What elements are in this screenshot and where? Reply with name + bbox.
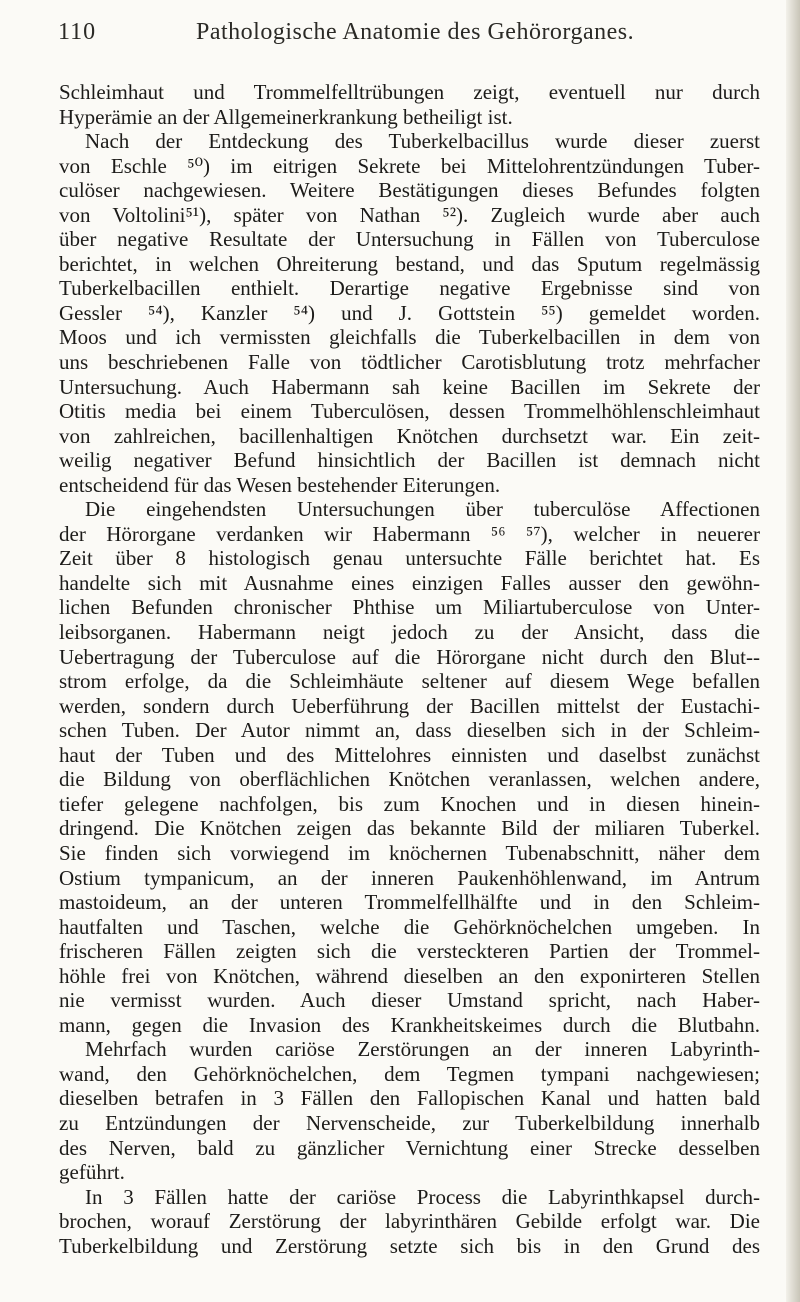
text-line: zu Entzündungen der Nervenscheide, zur Tuberkelbildung innerhalb <box>59 1110 760 1135</box>
text-line: Nach der Entdeckung des Tuberkelbacillus wurde dieser zuerst <box>85 129 760 154</box>
text-line: leibsorganen. Habermann neigt jedoch zu der Ansicht, dass die <box>59 620 760 645</box>
text-line: werden, sondern durch Ueberführung der Bacillen mittelst der Eustachi- <box>59 693 760 718</box>
page-header <box>58 14 758 50</box>
text-line: von Voltolini⁵¹), später von Nathan ⁵²). Zugleich wurde aber auch <box>59 202 760 227</box>
text-line: nie vermisst wurden. Auch dieser Umstand spricht, nach Haber- <box>59 988 760 1013</box>
text-line: Gessler ⁵⁴), Kanzler ⁵⁴) und J. Gottstein ⁵⁵) gemeldet worden. <box>59 300 760 325</box>
text-line: In 3 Fällen hatte der cariöse Process die Labyrinthkapsel durch- <box>85 1184 760 1209</box>
body-text <box>59 80 760 1258</box>
text-line: schen Tuben. Der Autor nimmt an, dass dieselben sich in der Schleim- <box>59 718 760 743</box>
text-line: die Bildung von oberflächlichen Knötchen veranlassen, welchen andere, <box>59 767 760 792</box>
text-line: mann, gegen die Invasion des Krankheitskeimes durch die Blutbahn. <box>59 1012 760 1037</box>
text-line: culöser nachgewiesen. Weitere Bestätigungen dieses Befundes folgten <box>59 178 760 203</box>
text-line: der Hörorgane verdanken wir Habermann ⁵⁶ ⁵⁷), welcher in neuerer <box>59 521 760 546</box>
text-line: Mehrfach wurden cariöse Zerstörungen an der inneren Labyrinth- <box>85 1037 760 1062</box>
text-line: Moos und ich vermissten gleichfalls die Tuberkelbacillen in dem von <box>59 325 760 350</box>
text-line: weilig negativer Befund hinsichtlich der Bacillen ist demnach nicht <box>59 448 760 473</box>
text-line: berichtet, in welchen Ohreiterung bestand, und das Sputum regelmässig <box>59 251 760 276</box>
text-line: handelte sich mit Ausnahme eines einzigen Falles ausser den gewöhn- <box>59 570 760 595</box>
text-line: Hyperämie an der Allgemeinerkrankung betheiligt ist. <box>59 104 513 129</box>
text-line: mastoideum, an der unteren Trommelfellhälfte und in den Schleim- <box>59 890 760 915</box>
text-line: entscheidend für das Wesen bestehender Eiterungen. <box>59 472 501 497</box>
text-line: geführt. <box>59 1160 125 1185</box>
text-line: lichen Befunden chronischer Phthise um Miliartuberculose von Unter- <box>59 595 760 620</box>
text-line: wand, den Gehörknöchelchen, dem Tegmen tympani nachgewiesen; <box>59 1061 760 1086</box>
text-line: von zahlreichen, bacillenhaltigen Knötchen durchsetzt war. Ein zeit- <box>59 423 760 448</box>
page-edge-shadow <box>786 0 800 1302</box>
text-line: dringend. Die Knötchen zeigen das bekannte Bild der miliaren Tuberkel. <box>59 816 760 841</box>
text-line: brochen, worauf Zerstörung der labyrinthären Gebilde erfolgt war. Die <box>59 1209 760 1234</box>
text-line: Tuberkelbildung und Zerstörung setzte sich bis in den Grund des <box>59 1233 760 1258</box>
text-line: über negative Resultate der Untersuchung in Fällen von Tuberculose <box>59 227 760 252</box>
text-line: dieselben betrafen in 3 Fällen den Fallopischen Kanal und hatten bald <box>59 1086 760 1111</box>
text-line: Zeit über 8 histologisch genau untersuchte Fälle berichtet hat. Es <box>59 546 760 571</box>
text-line: strom erfolge, da die Schleimhäute seltener auf diesem Wege befallen <box>59 669 760 694</box>
text-line: haut der Tuben und des Mittelohres einnisten und daselbst zunächst <box>59 742 760 767</box>
text-line: Tuberkelbacillen enthielt. Derartige negative Ergebnisse sind von <box>59 276 760 301</box>
page-number: 110 <box>58 19 97 45</box>
text-line: Untersuchung. Auch Habermann sah keine Bacillen im Sekrete der <box>59 374 760 399</box>
text-line: tiefer gelegene nachfolgen, bis zum Knochen und in diesen hinein- <box>59 791 760 816</box>
text-line: hautfalten und Taschen, welche die Gehörknöchelchen umgeben. In <box>59 914 760 939</box>
running-title: Pathologische Anatomie des Gehörorganes. <box>196 19 635 45</box>
text-line: Uebertragung der Tuberculose auf die Hörorgane nicht durch den Blut-- <box>59 644 760 669</box>
text-line: Otitis media bei einem Tuberculösen, dessen Trommelhöhlenschleimhaut <box>59 399 760 424</box>
text-line: uns beschriebenen Falle von tödtlicher Carotisblutung trotz mehrfacher <box>59 350 760 375</box>
text-line: frischeren Fällen zeigten sich die versteckteren Partien der Trommel- <box>59 939 760 964</box>
text-line: von Eschle ⁵⁰) im eitrigen Sekrete bei Mittelohrentzündungen Tuber- <box>59 153 760 178</box>
text-line: Sie finden sich vorwiegend im knöchernen Tubenabschnitt, näher dem <box>59 840 760 865</box>
text-line: Schleimhaut und Trommelfelltrübungen zeigt, eventuell nur durch <box>59 80 760 104</box>
text-line: höhle frei von Knötchen, während dieselben an den exponirteren Stellen <box>59 963 760 988</box>
text-line: des Nerven, bald zu gänzlicher Vernichtung einer Strecke desselben <box>59 1135 760 1160</box>
text-line: Ostium tympanicum, an der inneren Paukenhöhlenwand, im Antrum <box>59 865 760 890</box>
text-line: Die eingehendsten Untersuchungen über tuberculöse Affectionen <box>85 497 760 522</box>
